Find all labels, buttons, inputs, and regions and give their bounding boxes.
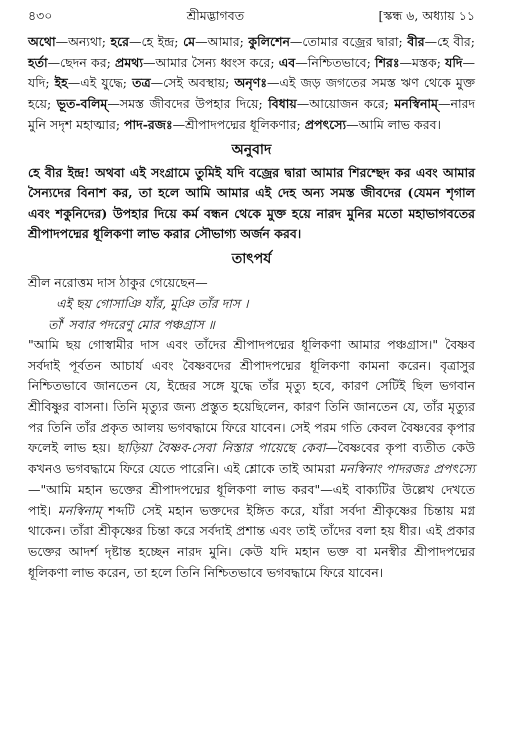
synonym-term: তত্র xyxy=(132,75,151,91)
synonym-meaning: —তোমার বজ্রের দ্বারা; xyxy=(289,34,408,49)
synonym-term: হর্তা xyxy=(28,54,48,70)
synonym-meaning: —শ্রীপাদপদ্মের ধূলিকণার; xyxy=(172,116,305,132)
synonym-term: মে xyxy=(183,34,196,49)
purport-intro: শ্রীল নরোত্তম দাস ঠাকুর গেয়েছেন— xyxy=(28,274,208,290)
purport-part-2: —বৈষ্ণবের কৃপা ব্যতীত কেউ কখনও ভগবদ্ধামে ফিরে যেতে পারেনি। এই শ্লোকে তাই আমরা xyxy=(28,440,475,477)
synonym-term: হরে xyxy=(110,34,129,49)
synonym-meaning: —আয়োজন করে; xyxy=(296,96,395,112)
synonym-term: কুলিশেন xyxy=(248,34,290,49)
running-header xyxy=(28,6,475,26)
synonym-term: ইহ xyxy=(54,75,68,91)
synonym-term: মনস্বিনাম্ xyxy=(394,96,438,112)
synonym-term: এব xyxy=(278,54,296,70)
purport-heading: তাৎপর্য xyxy=(231,250,272,267)
synonym-term: অনৃণঃ xyxy=(234,75,267,91)
book-title: শ্রীমদ্ভাগবত xyxy=(186,8,245,23)
synonym-term: বিধায় xyxy=(268,96,297,112)
synonym-term: প্রমথ্য xyxy=(115,54,144,70)
synonym-meaning: —যদি; xyxy=(28,54,475,91)
translation-heading: অনুবাদ xyxy=(231,141,272,158)
synonym-term: ভূত-বলিম্ xyxy=(56,96,108,112)
synonym-term: শিরঃ xyxy=(375,54,400,70)
synonym-meaning: —হে বীর; xyxy=(424,34,475,49)
purport-part-1: "আমি ছয় গোস্বামীর দাস এবং তাঁদের শ্রীপাদপদ্মের ধূলিকণা আমার পঞ্চগ্রাস।" বৈষ্ণব সর্বদাই পূর্বতন আচার্য এবং বৈষ্ণবদের শ্রীপাদপদ্মের ধূলিকণা কামনা করেন। বৃত্রাসুর নিশ্চিতভাবে জানতেন যে, ইন্দ্রের সঙ্গে যুদ্ধে তাঁর মৃত্যু হবে, কারণ সেটিই ছিল ভগবান শ্রীবিষ্ণুর বাসনা। তিনি মৃত্যুর জন্য প্রস্তুত হয়েছিলেন, কারণ তিনি জানতেন যে, তাঁর মৃত্যুর পর তিনি তাঁর প্রকৃত আলয় ভগবদ্ধামে ফিরে যাবেন। সেই পরম গতি কেবল বৈষ্ণবের কৃপার ফলেই লাভ হয়। xyxy=(28,336,475,456)
translation-text: হে বীর ইন্দ্র! অথবা এই সংগ্রামে তুমিই যদি বজ্রের দ্বারা আমার শিরশ্ছেদ কর এবং আমার সৈন্যদের বিনাশ কর, তা হলে আমি আমার এই দেহ অন্য সমস্ত জীবদের (যেমন শৃগাল এবং শকুনিদের) উপহার দিয়ে কর্ম বন্ধন থেকে মুক্ত হয়ে নারদ মুনির মতো মহাভাগবতের শ্রীপাদপদ্মের ধূলিকণা লাভ করার সৌভাগ্য অর্জন করব। xyxy=(28,164,475,242)
synonym-meaning: —এই যুদ্ধে; xyxy=(67,75,133,91)
synonym-term: পাদ-রজঃ xyxy=(124,116,173,132)
synonym-term: বীর xyxy=(407,34,425,49)
synonym-term: প্রপৎস্যে xyxy=(304,116,347,132)
purport-part-4: শব্দটি সেই মহান ভক্তদের ইঙ্গিত করে, যাঁরা সর্বদা শ্রীকৃষ্ণের চিন্তায় মগ্ন থাকেন। তাঁরা শ্রীকৃষ্ণের চিন্তা করে সর্বদাই প্রশান্ত এবং তাই তাঁদের বলা হয় ধীর। এই প্রকার ভক্তের আদর্শ দৃষ্টান্ত হচ্ছেন নারদ মুনি। কেউ যদি মহান ভক্ত বা মনস্বীর শ্রীপাদপদ্মের ধূলিকণা লাভ করেন, তা হলে তিনি নিশ্চিতভাবে ভগবদ্ধামে ফিরে যাবেন। xyxy=(28,502,476,580)
synonym-term: যদি xyxy=(445,54,463,70)
synonym-meaning: —হে ইন্দ্র; xyxy=(128,34,184,49)
synonym-meaning: —নিশ্চিতভাবে; xyxy=(295,54,375,70)
synonym-meaning: —ছেদন কর; xyxy=(47,54,116,70)
synonym-meaning: —আমার সৈন্য ধ্বংস করে; xyxy=(143,54,279,70)
purport-italic-3: মনস্বিনাম্ xyxy=(57,502,102,518)
synonyms-paragraph xyxy=(28,32,475,136)
synonym-meaning: —আমি লাভ করব। xyxy=(346,116,442,132)
verse-line-1: এই ছয় গোসাঞি যাঁর, মুঞি তাঁর দাস । xyxy=(56,295,249,311)
purport-part-3: —"আমি মহান ভক্তের শ্রীপাদপদ্মের ধূলিকণা লাভ করব"—এই বাক্যটির উল্লেখ দেখতে পাই। xyxy=(28,481,475,518)
synonym-meaning: —মস্তক; xyxy=(399,54,446,70)
purport-text xyxy=(28,335,475,583)
synonym-meaning: —আমার; xyxy=(195,34,249,49)
synonym-meaning: —নারদ মুনি সদৃশ মহাত্মার; xyxy=(28,96,476,132)
synonym-term: অথো xyxy=(28,34,56,49)
purport-italic-1: ছাড়িয়া বৈষ্ণব-সেবা নিস্তার পায়েছে কেবা xyxy=(116,440,326,456)
synonym-meaning: —অন্যথা; xyxy=(55,34,111,49)
synonym-meaning: —এই জড় জগতের সমস্ত ঋণ থেকে মুক্ত হয়ে; xyxy=(28,75,475,112)
verse-line-2: তাঁ' সবার পদরেণু মোর পঞ্চগ্রাস ॥ xyxy=(48,316,215,332)
synonym-meaning: —সমস্ত জীবদের উপহার দিয়ে; xyxy=(107,96,269,112)
purport-italic-2: মনস্বিনাং পাদরজঃ প্রপৎস্যে xyxy=(339,461,475,477)
synonym-meaning: —সেই অবস্থায়; xyxy=(150,75,235,91)
section-reference: [স্কন্ধ ৬, অধ্যায় ১১ xyxy=(378,8,475,23)
page-number: ৪৩০ xyxy=(28,8,53,23)
